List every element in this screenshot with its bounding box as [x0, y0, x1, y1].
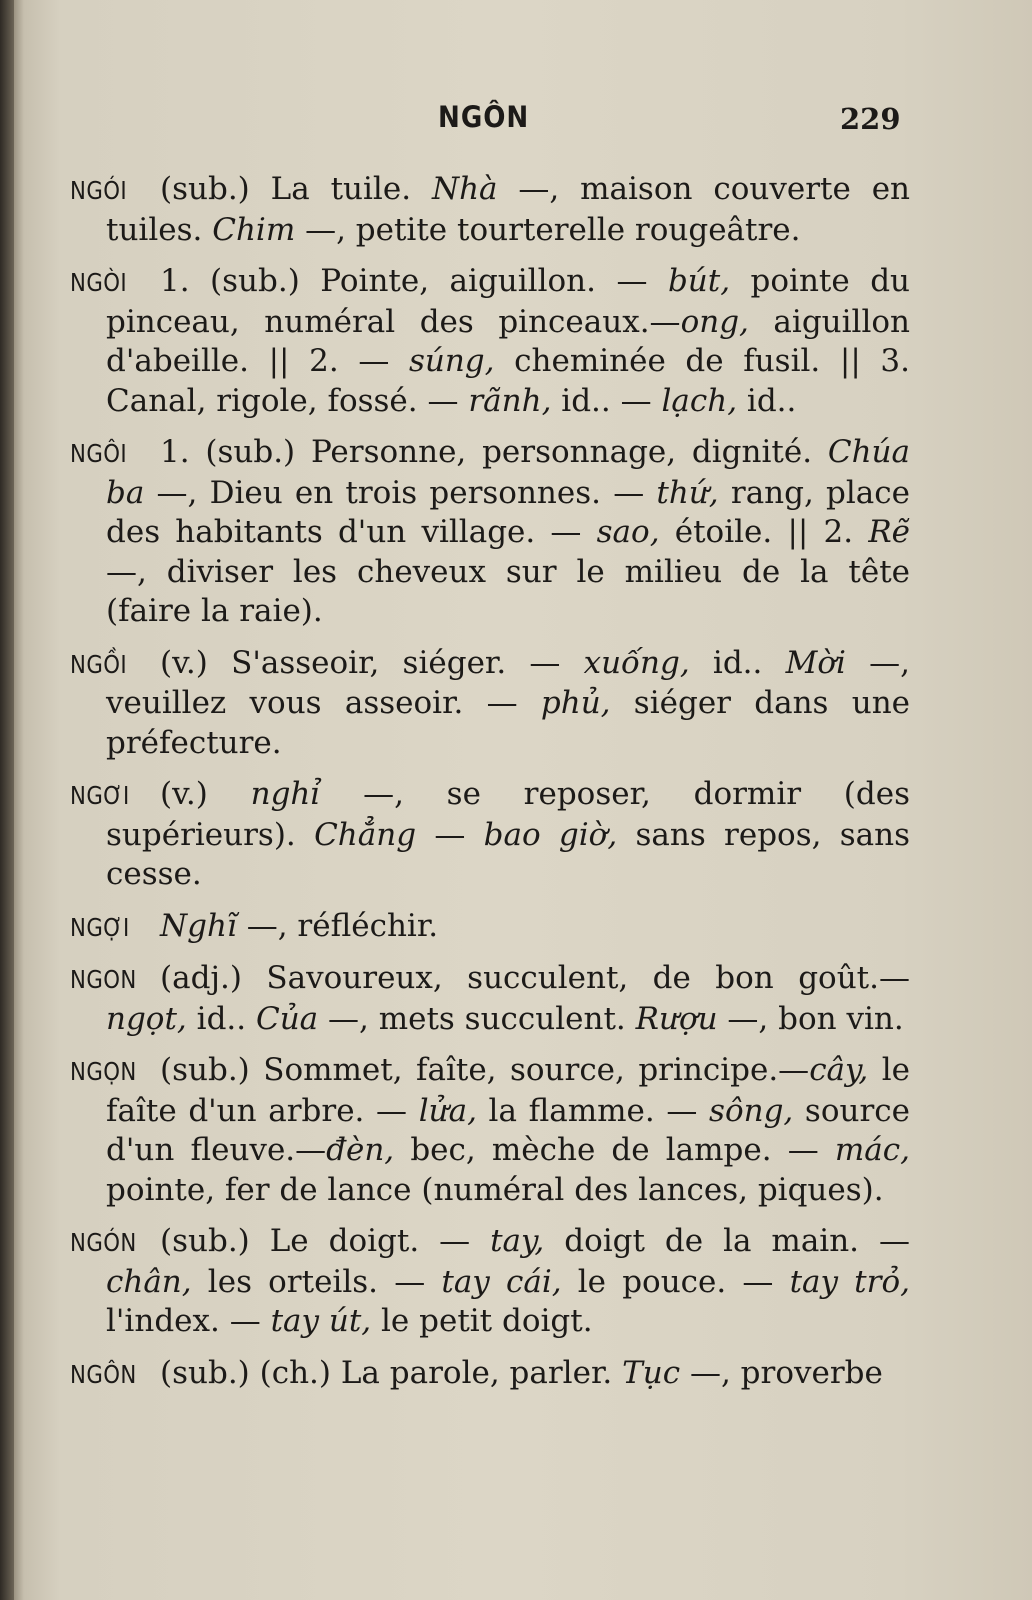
- vietnamese-term: tay trỏ,: [789, 1263, 910, 1300]
- vietnamese-term: tay cái,: [441, 1263, 562, 1300]
- dictionary-entry: [70, 1222, 910, 1342]
- header-title: NGÔN: [438, 100, 530, 134]
- page-number: 229: [840, 102, 901, 136]
- definition-text: 1. (sub.) Personne, personnage, dignité.: [160, 434, 828, 470]
- vietnamese-term: Của: [255, 1000, 319, 1037]
- dictionary-entry: [70, 1051, 910, 1210]
- dictionary-entries: [70, 170, 910, 1406]
- definition-text: —, Dieu en trois personnes. —: [144, 474, 657, 511]
- vietnamese-term: tay út,: [270, 1303, 372, 1339]
- definition-text: (v.): [160, 776, 251, 812]
- definition-text: —, réfléchir.: [236, 907, 439, 944]
- dictionary-entry: [70, 262, 910, 421]
- vietnamese-term: rãnh,: [468, 382, 552, 419]
- definition-text: source d'un fleuve.—: [106, 1092, 910, 1168]
- vietnamese-term: bút,: [667, 263, 731, 299]
- definition-text: bec, mèche de lampe. —: [394, 1132, 835, 1168]
- vietnamese-term: ong,: [680, 303, 749, 340]
- definition-text: id..: [186, 1000, 256, 1037]
- vietnamese-term: sông,: [709, 1092, 794, 1129]
- definition-text: (v.) S'asseoir, siéger. —: [160, 644, 584, 681]
- definition-text: —: [416, 816, 484, 853]
- entry-headword: NGÔN: [70, 1359, 137, 1389]
- vietnamese-term: Nhà: [431, 171, 498, 207]
- definition-text: —, veuillez vous asseoir. —: [106, 644, 910, 721]
- entry-headword: NGỌN: [70, 1057, 137, 1086]
- vietnamese-term: thứ,: [656, 474, 719, 511]
- definition-text: —, bon vin.: [717, 1000, 904, 1037]
- definition-text: le petit doigt.: [371, 1303, 593, 1339]
- vietnamese-term: phủ,: [540, 685, 611, 721]
- definition-text: (sub.) (ch.) La parole, parler.: [160, 1354, 623, 1391]
- dictionary-entry: [70, 959, 910, 1039]
- definition-text: —, mets succulent.: [318, 1000, 636, 1037]
- definition-text: rang, place des habitants d'un village. —: [106, 474, 911, 550]
- entry-headword: NGÔI: [70, 439, 128, 468]
- definition-text: —, se reposer, dormir (des supérieurs).: [106, 776, 910, 853]
- definition-text: (sub.) La tuile.: [160, 171, 432, 207]
- definition-text: —, maison couverte en tuiles.: [106, 171, 911, 248]
- definition-text: étoile. || 2.: [659, 514, 869, 550]
- definition-text: id..: [737, 382, 797, 419]
- vietnamese-term: đèn,: [326, 1132, 395, 1168]
- definition-text: 1. (sub.) Pointe, aiguillon. —: [160, 263, 668, 299]
- vietnamese-term: Chẳng: [314, 816, 417, 853]
- vietnamese-term: cây,: [809, 1052, 869, 1088]
- vietnamese-term: sao,: [596, 514, 660, 550]
- vietnamese-term: Chim: [212, 211, 296, 248]
- definition-text: doigt de la main. —: [544, 1223, 910, 1259]
- vietnamese-term: chân,: [106, 1263, 192, 1300]
- vietnamese-term: bao giờ,: [483, 816, 618, 853]
- definition-text: (sub.) Le doigt. —: [160, 1223, 491, 1259]
- dictionary-entry: [70, 775, 910, 895]
- definition-text: —, petite tourterelle rougeâtre.: [295, 211, 801, 248]
- definition-text: (adj.) Savoureux, succulent, de bon goût.—: [160, 960, 910, 996]
- definition-text: —, diviser les cheveux sur le milieu de la tête (faire la raie).: [106, 553, 910, 629]
- dictionary-entry: [70, 433, 910, 632]
- entry-headword: NGÒI: [70, 268, 128, 297]
- entry-headword: NGƠI: [70, 781, 130, 810]
- dictionary-entry: [70, 907, 910, 948]
- vietnamese-term: Tục: [622, 1354, 681, 1391]
- definition-text: (sub.) Sommet, faîte, source, principe.—: [160, 1052, 810, 1088]
- definition-text: —, proverbe: [680, 1354, 883, 1391]
- book-spine: [0, 0, 14, 1600]
- definition-text: pointe, fer de lance (numéral des lances, piques).: [106, 1171, 884, 1208]
- definition-text: cheminée de fusil. || 3. Canal, rigole, fossé. —: [106, 343, 910, 419]
- vietnamese-term: Nghĩ: [160, 907, 237, 944]
- definition-text: pointe du pinceau, numéral des pinceaux.—: [106, 263, 911, 340]
- vietnamese-term: ngọt,: [106, 1000, 187, 1037]
- definition-text: aiguillon d'abeille. || 2. —: [106, 303, 911, 379]
- definition-text: les orteils. —: [191, 1263, 442, 1300]
- vietnamese-term: súng,: [408, 343, 495, 379]
- entry-headword: NGÓI: [70, 176, 128, 205]
- entry-headword: NGỒI: [70, 649, 128, 679]
- definition-text: l'index. —: [106, 1303, 271, 1339]
- vietnamese-term: Chúa ba: [106, 434, 910, 511]
- vietnamese-term: tay,: [490, 1223, 545, 1259]
- dictionary-entry: [70, 1354, 910, 1395]
- definition-text: sans repos, sans cesse.: [106, 816, 911, 892]
- vietnamese-term: mác,: [834, 1132, 910, 1168]
- running-header: [0, 100, 1032, 148]
- definition-text: id.. —: [551, 382, 662, 419]
- vietnamese-term: nghỉ: [250, 776, 321, 812]
- definition-text: le faîte d'un arbre. —: [106, 1052, 910, 1129]
- entry-headword: NGỢI: [70, 912, 130, 942]
- vietnamese-term: Mời: [785, 644, 846, 681]
- vietnamese-term: lửa,: [418, 1092, 477, 1129]
- entry-headword: NGON: [70, 965, 137, 994]
- vietnamese-term: Rẽ: [868, 514, 910, 550]
- dictionary-entry: [70, 170, 910, 250]
- entry-headword: NGÓN: [70, 1228, 137, 1257]
- definition-text: id..: [689, 644, 786, 681]
- definition-text: le pouce. —: [561, 1263, 790, 1300]
- definition-text: siéger dans une préfecture.: [106, 685, 911, 761]
- vietnamese-term: Rượu: [635, 1000, 718, 1037]
- vietnamese-term: lạch,: [661, 382, 738, 419]
- dictionary-entry: [70, 644, 910, 764]
- vietnamese-term: xuống,: [583, 644, 690, 681]
- definition-text: la flamme. —: [476, 1092, 710, 1129]
